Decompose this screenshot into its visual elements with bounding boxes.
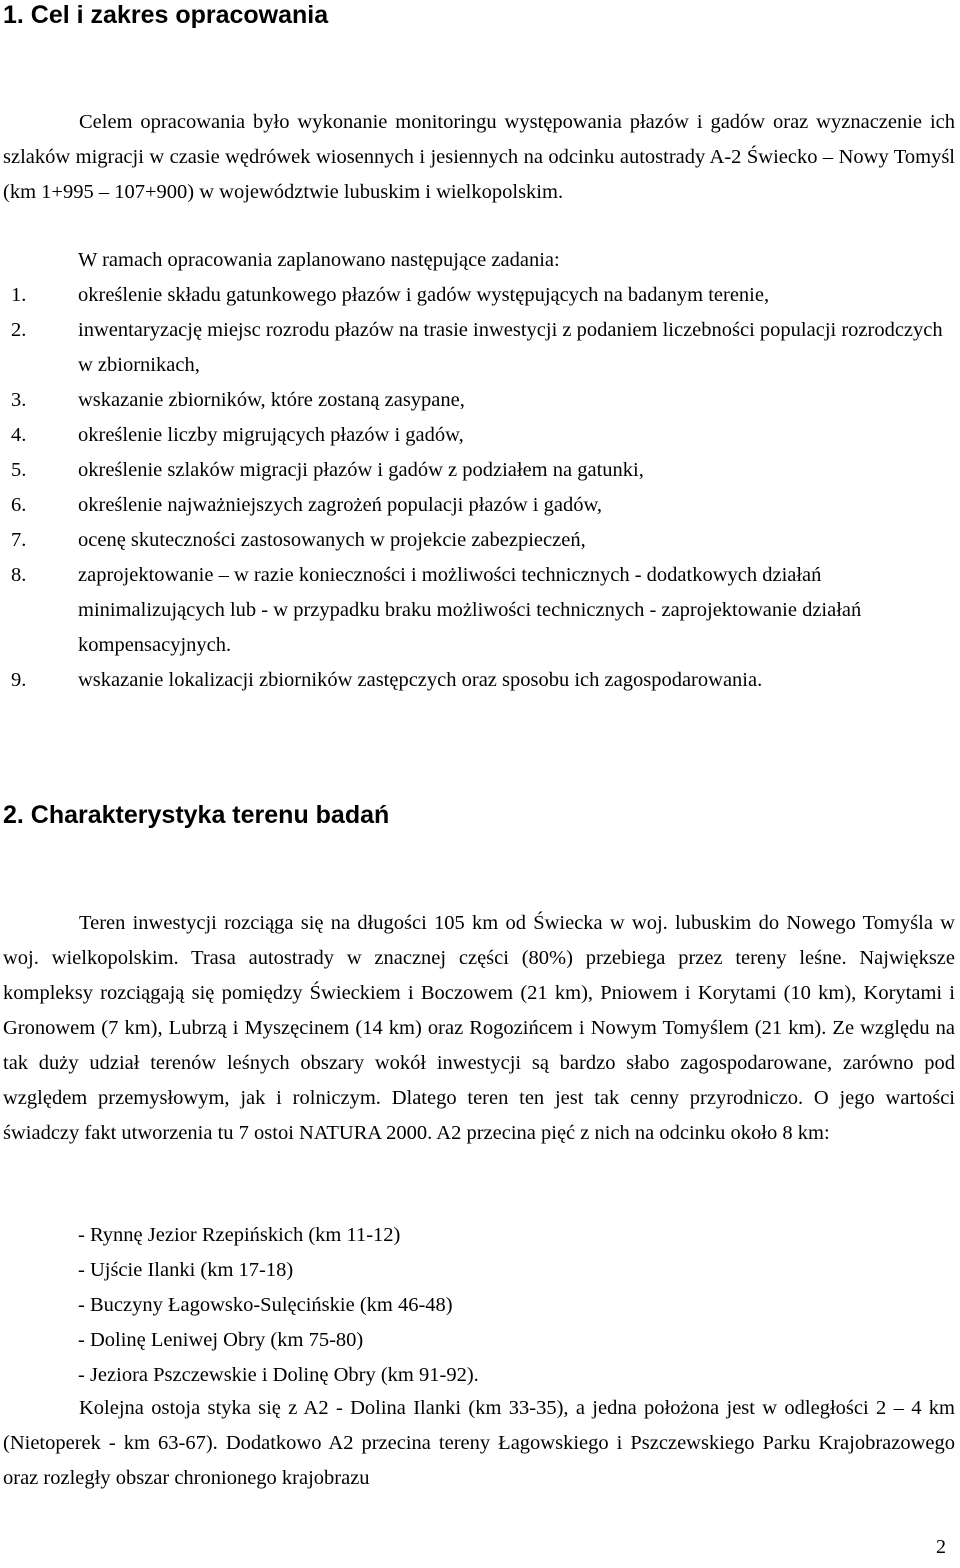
list-item — [3, 663, 958, 698]
list-text: określenie liczby migrujących płazów i gadów, — [78, 424, 464, 446]
terrain-paragraph: Teren inwestycji rozciąga się na długości 105 km od Świecka w woj. lubuskim do Nowego Tomyśla w woj. wielkopolskim. Trasa autostrady w znacznej części (80%) przebiega przez tereny leśne. Największe kompleksy rozciągają się pomiędzy Świeckiem i Boczowem (21 km), Pniowem i Korytami (10 km), Korytami i Gronowem (7 km), Lubrzą i Myszęcinem (14 km) oraz Rogozińcem i Nowym Tomyślem (21 km). Ze względu na tak duży udział terenów leśnych obszary wokół inwestycji są bardzo słabo zagospodarowane, zarówno pod względem przemysłowym, jak i rolniczym. Dlatego teren ten jest tak cenny przyrodniczo. O jego wartości świadczy fakt utworzenia tu 7 ostoi NATURA 2000. A2 przecina pięć z nich na odcinku około 8 km: — [3, 912, 955, 1144]
list-number: 7. — [11, 529, 27, 551]
section-2-heading: 2. Charakterystyka terenu badań — [3, 801, 390, 829]
list-item: - Ujście Ilanki (km 17-18) — [78, 1259, 294, 1281]
list-number: 1. — [11, 284, 27, 306]
list-text: inwentaryzację miejsc rozrodu płazów na trasie inwestycji z podaniem liczebności populacji rozrodczych w zbiornikach, — [78, 319, 943, 376]
list-item — [3, 278, 958, 313]
closing-paragraph: Kolejna ostoja styka się z A2 - Dolina Ilanki (km 33-35), a jedna położona jest w odległości 2 – 4 km (Nietoperek - km 63-67). Dodatkowo A2 przecina tereny Łagowskiego i Pszczewskiego Parku Krajobrazowego oraz rozległy obszar chronionego krajobrazu — [3, 1397, 955, 1489]
list-number: 2. — [11, 319, 27, 341]
tasks-intro: W ramach opracowania zaplanowano następujące zadania: — [78, 249, 560, 271]
list-text: ocenę skuteczności zastosowanych w projekcie zabezpieczeń, — [78, 529, 586, 551]
list-item — [3, 488, 958, 523]
list-item: - Jeziora Pszczewskie i Dolinę Obry (km 91-92). — [78, 1364, 479, 1386]
list-number: 6. — [11, 494, 27, 516]
list-item: - Rynnę Jezior Rzepińskich (km 11-12) — [78, 1224, 401, 1246]
list-number: 9. — [11, 669, 27, 691]
list-number: 3. — [11, 389, 27, 411]
list-item — [3, 418, 958, 453]
list-text: wskazanie zbiorników, które zostaną zasypane, — [78, 389, 465, 411]
page-number: 2 — [936, 1536, 946, 1558]
list-item — [3, 313, 958, 383]
list-item: - Dolinę Leniwej Obry (km 75-80) — [78, 1329, 364, 1351]
intro-paragraph: Celem opracowania było wykonanie monitoringu występowania płazów i gadów oraz wyznaczenie ich szlaków migracji w czasie wędrówek wiosennych i jesiennych na odcinku autostrady A-2 Świecko – Nowy Tomyśl (km 1+995 – 107+900) w województwie lubuskim i wielkopolskim. — [3, 111, 955, 203]
list-text: wskazanie lokalizacji zbiorników zastępczych oraz sposobu ich zagospodarowania. — [78, 669, 763, 691]
tasks-list — [3, 278, 958, 698]
list-text: określenie szlaków migracji płazów i gadów z podziałem na gatunki, — [78, 459, 644, 481]
list-number: 4. — [11, 424, 27, 446]
list-text: określenie najważniejszych zagrożeń populacji płazów i gadów, — [78, 494, 603, 516]
list-item: - Buczyny Łagowsko-Sulęcińskie (km 46-48) — [78, 1294, 453, 1316]
list-item — [3, 383, 958, 418]
list-number: 5. — [11, 459, 27, 481]
list-text: zaprojektowanie – w razie konieczności i możliwości technicznych - dodatkowych działań minimalizujących lub - w przypadku braku możliwości technicznych - zaprojektowanie działań kompensacyjnych. — [78, 564, 862, 656]
section-1-heading: 1. Cel i zakres opracowania — [3, 1, 329, 29]
list-item — [3, 453, 958, 488]
list-text: określenie składu gatunkowego płazów i gadów występujących na badanym terenie, — [78, 284, 770, 306]
list-item — [3, 558, 958, 663]
natura-sites-list — [78, 1218, 479, 1393]
list-item — [3, 523, 958, 558]
list-number: 8. — [11, 564, 27, 586]
